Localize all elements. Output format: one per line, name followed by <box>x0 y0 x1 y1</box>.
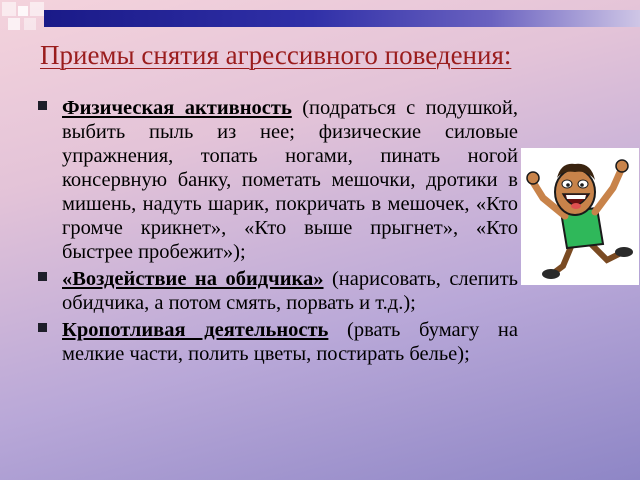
bullet-text: (рвать бумагу на мелкие части, полить цветы, постирать белье); <box>62 319 519 365</box>
square-bullet-icon <box>38 323 47 332</box>
slide-title: Приемы снятия агрессивного поведения: <box>40 40 512 70</box>
bullet-text: (нарисовать, слепить обидчика, а потом смять, порвать и т.д.); <box>62 268 518 314</box>
bullet-heading: «Воздействие на обидчика» <box>62 268 324 290</box>
bullet-heading: Кропотливая деятельность <box>62 319 329 341</box>
laughing-man-icon <box>521 148 639 285</box>
header-bar <box>44 10 640 27</box>
bullet-item-physical-activity <box>36 96 518 264</box>
square-bullet-icon <box>38 272 47 281</box>
bullet-item-offender-impact <box>36 267 518 315</box>
bullet-list <box>36 96 518 369</box>
bullet-text: (подраться с подушкой, выбить пыль из нее; физические силовые упражнения, топать ногами, пинать ногой консервную банку, пометать мешочки, дротики в мишень, надуть шарик, покричать в мешочек, «Кто громче крикнет», «Кто выше прыгнет», «Кто быстрее пробежит»); <box>62 97 519 263</box>
square-bullet-icon <box>38 101 47 110</box>
bullet-item-painstaking-activity <box>36 318 518 366</box>
bullet-heading: Физическая активность <box>62 97 292 119</box>
